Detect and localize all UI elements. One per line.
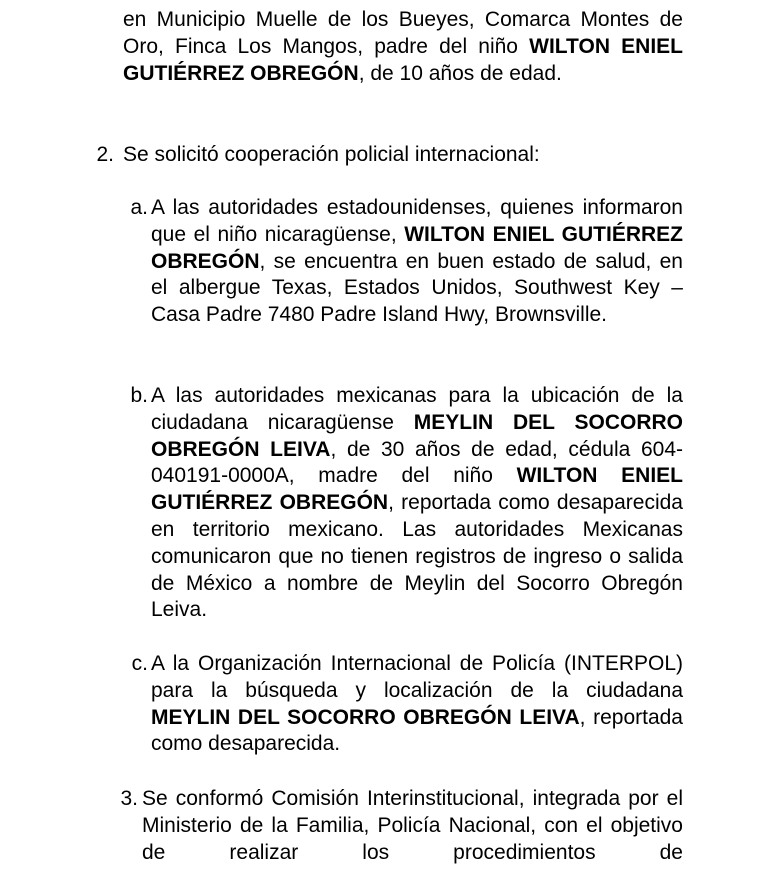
- list-item-3-text: Se conformó Comisión Interinstitucional, integrada por el Ministerio de la Familia, Policía Nacional, con el objetivo de realizar los procedimientos de: [142, 787, 683, 864]
- intro-text-2: , de 10 años de edad.: [358, 61, 562, 85]
- sub-item-c-text-1: A la Organización Internacional de Policía (INTERPOL) para la búsqueda y localización de la ciudadana: [151, 652, 683, 702]
- list-marker-2: 2.: [96, 143, 114, 166]
- list-item-2-text: Se solicitó cooperación policial internacional:: [123, 143, 540, 166]
- sub-item-c-text-2: , reportada como desaparecida.: [151, 705, 683, 756]
- sub-marker-b: b.: [130, 384, 148, 407]
- sub-item-b-text: [151, 383, 683, 624]
- intro-paragraph: [123, 7, 683, 87]
- sub-item-a-text-1: A las autoridades estadounidenses, quienes informaron que el niño nicaragüense,: [151, 196, 683, 246]
- sub-item-b-child-name: WILTON ENIEL GUTIÉRREZ OBREGÓN: [151, 464, 683, 515]
- sub-item-a-text-2: , se encuentra en buen estado de salud, en el albergue Texas, Estados Unidos, Southwest Key – Casa Padre 7480 Padre Island Hwy, Brownsville.: [151, 249, 683, 327]
- sub-item-b-mother-name: MEYLIN DEL SOCORRO OBREGÓN LEIVA: [151, 410, 683, 461]
- sub-marker-c: c.: [131, 652, 148, 675]
- sub-item-a-child-name: WILTON ENIEL GUTIÉRREZ OBREGÓN: [151, 222, 683, 273]
- intro-child-name: WILTON ENIEL GUTIÉRREZ OBREGÓN: [123, 34, 683, 85]
- sub-item-b-text-1: A las autoridades mexicanas para la ubicación de la ciudadana nicaragüense: [151, 384, 683, 434]
- sub-marker-a: a.: [130, 196, 148, 219]
- sub-item-a-text: [151, 195, 683, 329]
- sub-item-c-text: [151, 651, 683, 758]
- sub-item-b-text-2: , de 30 años de edad, cédula 604-040191-0000A, madre del niño: [151, 437, 683, 488]
- intro-text-1: en Municipio Muelle de los Bueyes, Comarca Montes de Oro, Finca Los Mangos, padre del niño: [123, 8, 683, 58]
- sub-item-b-text-3: , reportada como desaparecida en territorio mexicano. Las autoridades Mexicanas comunicaron que no tienen registros de ingreso o salida de México a nombre de Meylin del Socorro Obregón Leiva.: [151, 491, 683, 622]
- list-marker-3: 3.: [120, 787, 138, 810]
- sub-item-c-mother-name: MEYLIN DEL SOCORRO OBREGÓN LEIVA: [151, 705, 580, 729]
